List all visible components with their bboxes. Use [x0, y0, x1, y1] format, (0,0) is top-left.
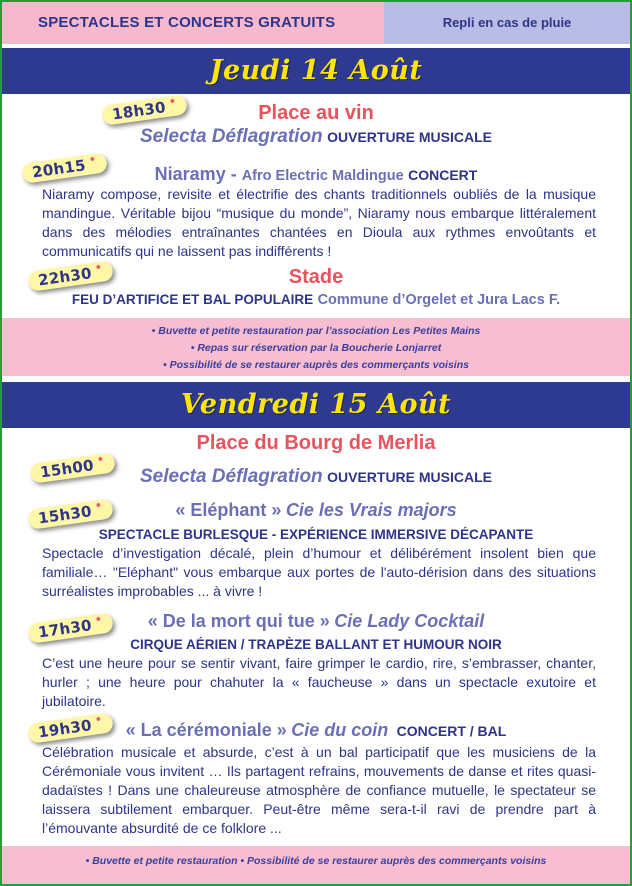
artist-subtitle: Afro Electric Maldingue — [241, 168, 404, 184]
day2-footer-note: • Buvette et petite restauration • Possibilité de se restaurer auprès des commerçants voisins — [85, 855, 547, 867]
venue-stade: Stade — [288, 266, 344, 288]
event-description: Célébration musicale et absurde, c’est à un bal participatif que les musiciens de la Cérémoniale vous invitent … Ils partagent refrains, mouvements de danse et rites quasi-dadaïstes ! Dans une chaleureuse atmosphère de confiance mutuelle, le spectateur se laissera subtilement embarquer. Peut-être même sera-t-il ravi de prendre part à l’émouvante absurdité de ce folklore ... — [42, 744, 596, 836]
event-description: C’est une heure pour se sentir vivant, faire grimper le cardio, rire, s’embrasser, chanter, hurler ; une heure pour chahuter la « faucheuse » dans un spectacle exutoire et jubilatoire. — [42, 655, 596, 709]
company-name: Cie Lady Cocktail — [334, 611, 485, 631]
day2-title: Vendredi 15 Août — [180, 389, 452, 420]
rain-fallback-label: Repli en cas de pluie — [384, 2, 630, 44]
note-item: • Repas sur réservation par la Boucherie Lonjarret — [190, 342, 442, 354]
time-badge-17h30: 17h30• — [27, 612, 114, 644]
day1-title: Jeudi 14 Août — [209, 55, 423, 86]
event-niaramy — [2, 164, 630, 185]
time-badge-20h15: 20h15• — [21, 152, 108, 184]
day2-banner — [2, 382, 630, 428]
event-tag: OUVERTURE MUSICALE — [327, 129, 493, 145]
event-tag: FEU D’ARTIFICE ET BAL POPULAIRE — [71, 292, 314, 307]
show-title: « Eléphant » — [175, 500, 282, 520]
artist-name: Selecta Déflagration — [139, 466, 323, 487]
time-badge-22h30: 22h30• — [27, 260, 114, 292]
event-ceremoniale — [2, 720, 630, 741]
header-title: SPECTACLES ET CONCERTS GRATUITS — [2, 2, 384, 44]
event-tag: CIRQUE AÉRIEN / TRAPÈZE BALLANT ET HUMOUR NOIR — [130, 637, 502, 652]
event-tag: CONCERT — [408, 167, 478, 183]
separator: - — [225, 164, 242, 184]
event-selecta-2 — [2, 466, 630, 488]
organizer: Commune d’Orgelet et Jura Lacs F. — [317, 292, 561, 308]
event-de-la-mort — [2, 611, 630, 632]
venue-place-au-vin: Place au vin — [258, 102, 374, 124]
company-name: Cie du coin — [291, 720, 389, 740]
event-selecta-1 — [2, 126, 630, 148]
show-title: « La cérémoniale » — [125, 720, 287, 740]
day1-notes — [2, 323, 630, 374]
show-title: « De la mort qui tue » — [147, 611, 330, 631]
time-badge-18h30: 18h30• — [101, 94, 188, 126]
event-elephant — [2, 500, 630, 521]
event-tag: OUVERTURE MUSICALE — [327, 469, 493, 485]
time-badge-19h30: 19h30• — [27, 712, 114, 744]
event-description: Spectacle d’investigation décalé, plein d’humour et délibérément insolent bien que familiale… "Eléphant" vous embarque aux portes de l'auto-dérision dans des situations surréalistes improbables ... à vivre ! — [42, 545, 596, 599]
time-badge-15h30: 15h30• — [27, 498, 114, 530]
event-tag: CONCERT / BAL — [396, 723, 507, 739]
note-item: • Buvette et petite restauration par l’association Les Petites Mains — [151, 325, 481, 337]
event-fireworks — [2, 291, 630, 309]
artist-name: Niaramy — [154, 164, 226, 184]
note-item: • Possibilité de se restaurer auprès des commerçants voisins — [163, 359, 469, 371]
venue-bourg-de-merlia: Place du Bourg de Merlia — [196, 432, 436, 454]
company-name: Cie les Vrais majors — [285, 500, 457, 520]
event-description: Niaramy compose, revisite et électrifie des chants traditionnels oubliés de la musique mandingue. Véritable bijou “musique du monde”, Niaramy nous embarque littéralement dans des mélodies entraînantes chantées en Dioula aux rythmes envoûtants et communicatifs qui ne laissent pas indifférents ! — [42, 186, 596, 259]
header-bar — [2, 2, 630, 44]
event-tag: SPECTACLE BURLESQUE - EXPÉRIENCE IMMERSIVE DÉCAPANTE — [98, 527, 534, 542]
time-badge-15h00: 15h00• — [29, 452, 116, 484]
artist-name: Selecta Déflagration — [139, 126, 323, 147]
day1-banner — [2, 48, 630, 94]
